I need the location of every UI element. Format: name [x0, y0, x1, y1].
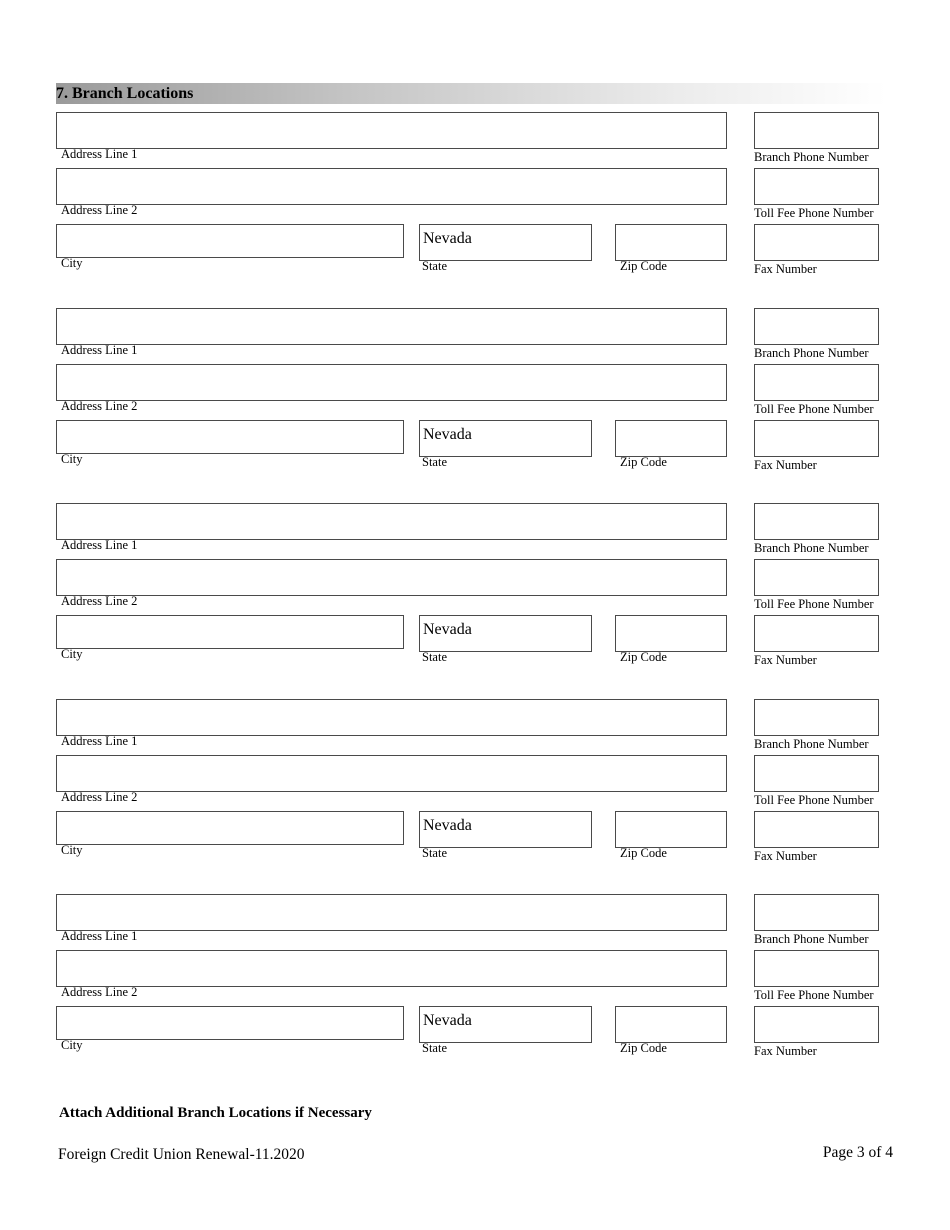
fax-number-label: Fax Number [754, 262, 817, 276]
branch-block [0, 503, 950, 683]
state-label: State [422, 1041, 447, 1055]
address-line-2-label: Address Line 2 [61, 203, 138, 217]
city-field[interactable] [56, 615, 404, 649]
zip-code-label: Zip Code [620, 650, 667, 664]
address-line-2-field[interactable] [56, 950, 727, 987]
form-name-footer: Foreign Credit Union Renewal-11.2020 [58, 1146, 305, 1163]
city-label: City [61, 256, 83, 270]
address-line-1-field[interactable] [56, 308, 727, 345]
address-line-2-label: Address Line 2 [61, 399, 138, 413]
state-label: State [422, 846, 447, 860]
zip-code-label: Zip Code [620, 846, 667, 860]
fax-number-label: Fax Number [754, 458, 817, 472]
zip-code-field[interactable] [615, 1006, 727, 1043]
address-line-1-field[interactable] [56, 112, 727, 149]
zip-code-label: Zip Code [620, 1041, 667, 1055]
zip-code-field[interactable] [615, 420, 727, 457]
fax-number-label: Fax Number [754, 849, 817, 863]
city-label: City [61, 1038, 83, 1052]
zip-code-field[interactable] [615, 615, 727, 652]
fax-number-field[interactable] [754, 615, 879, 652]
address-line-2-field[interactable] [56, 168, 727, 205]
state-field[interactable]: Nevada [419, 224, 592, 261]
zip-code-field[interactable] [615, 224, 727, 261]
state-field[interactable]: Nevada [419, 811, 592, 848]
section-header [56, 83, 886, 104]
branch-phone-label: Branch Phone Number [754, 150, 869, 164]
branch-phone-field[interactable] [754, 503, 879, 540]
city-label: City [61, 843, 83, 857]
toll-free-phone-field[interactable] [754, 168, 879, 205]
branch-phone-field[interactable] [754, 699, 879, 736]
zip-code-field[interactable] [615, 811, 727, 848]
toll-free-phone-label: Toll Fee Phone Number [754, 206, 874, 220]
branch-block [0, 308, 950, 488]
branch-phone-field[interactable] [754, 894, 879, 931]
city-field[interactable] [56, 811, 404, 845]
address-line-2-label: Address Line 2 [61, 790, 138, 804]
branch-phone-label: Branch Phone Number [754, 932, 869, 946]
address-line-2-field[interactable] [56, 755, 727, 792]
city-label: City [61, 452, 83, 466]
branch-phone-label: Branch Phone Number [754, 346, 869, 360]
address-line-2-label: Address Line 2 [61, 594, 138, 608]
zip-code-label: Zip Code [620, 455, 667, 469]
state-field[interactable]: Nevada [419, 615, 592, 652]
branch-phone-label: Branch Phone Number [754, 541, 869, 555]
branch-block [0, 894, 950, 1074]
fax-number-field[interactable] [754, 1006, 879, 1043]
address-line-1-label: Address Line 1 [61, 343, 138, 357]
fax-number-field[interactable] [754, 420, 879, 457]
zip-code-label: Zip Code [620, 259, 667, 273]
city-field[interactable] [56, 420, 404, 454]
toll-free-phone-field[interactable] [754, 950, 879, 987]
section-title: 7. Branch Locations [56, 85, 194, 102]
toll-free-phone-field[interactable] [754, 364, 879, 401]
toll-free-phone-label: Toll Fee Phone Number [754, 597, 874, 611]
branch-block [0, 112, 950, 292]
address-line-2-label: Address Line 2 [61, 985, 138, 999]
toll-free-phone-field[interactable] [754, 755, 879, 792]
state-label: State [422, 455, 447, 469]
address-line-1-field[interactable] [56, 699, 727, 736]
toll-free-phone-label: Toll Fee Phone Number [754, 793, 874, 807]
toll-free-phone-label: Toll Fee Phone Number [754, 402, 874, 416]
fax-number-field[interactable] [754, 811, 879, 848]
address-line-2-field[interactable] [56, 559, 727, 596]
address-line-1-field[interactable] [56, 503, 727, 540]
address-line-1-label: Address Line 1 [61, 538, 138, 552]
toll-free-phone-field[interactable] [754, 559, 879, 596]
branch-phone-label: Branch Phone Number [754, 737, 869, 751]
toll-free-phone-label: Toll Fee Phone Number [754, 988, 874, 1002]
address-line-1-field[interactable] [56, 894, 727, 931]
branch-phone-field[interactable] [754, 308, 879, 345]
city-label: City [61, 647, 83, 661]
state-field[interactable]: Nevada [419, 420, 592, 457]
attach-additional-note: Attach Additional Branch Locations if Necessary [59, 1105, 372, 1121]
city-field[interactable] [56, 1006, 404, 1040]
address-line-2-field[interactable] [56, 364, 727, 401]
page-number: Page 3 of 4 [822, 1144, 893, 1161]
city-field[interactable] [56, 224, 404, 258]
address-line-1-label: Address Line 1 [61, 734, 138, 748]
state-label: State [422, 259, 447, 273]
address-line-1-label: Address Line 1 [61, 929, 138, 943]
branch-block [0, 699, 950, 879]
fax-number-label: Fax Number [754, 653, 817, 667]
state-label: State [422, 650, 447, 664]
state-field[interactable]: Nevada [419, 1006, 592, 1043]
branch-phone-field[interactable] [754, 112, 879, 149]
fax-number-label: Fax Number [754, 1044, 817, 1058]
fax-number-field[interactable] [754, 224, 879, 261]
address-line-1-label: Address Line 1 [61, 147, 138, 161]
